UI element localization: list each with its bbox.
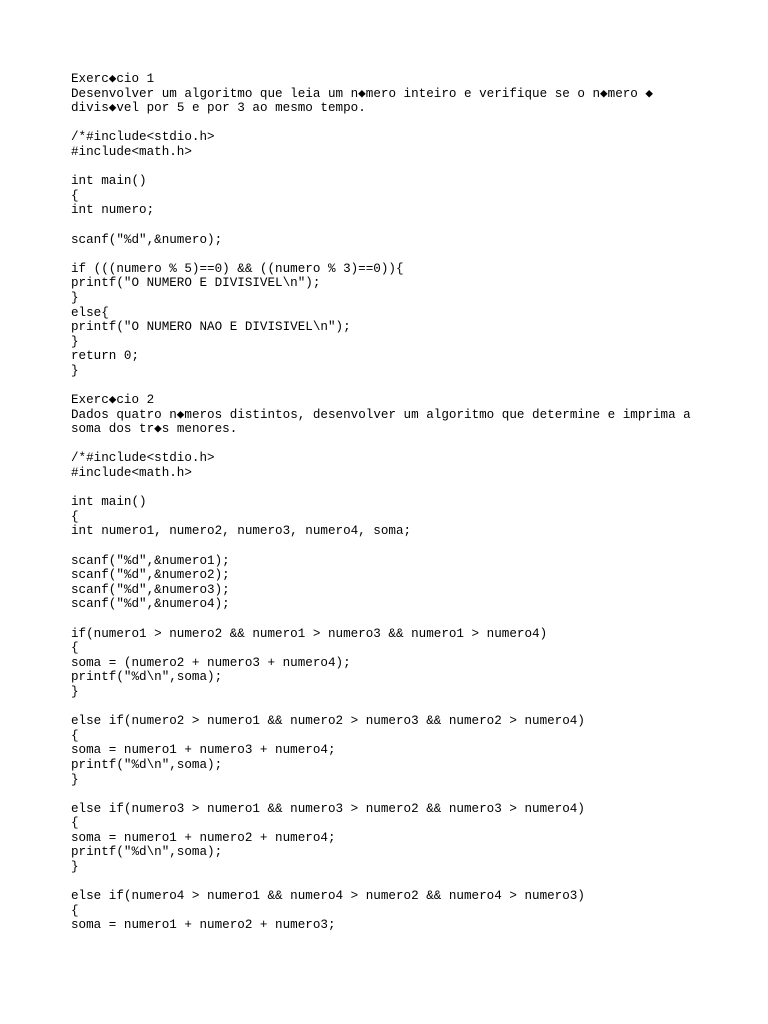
document-line: int numero; bbox=[71, 203, 155, 218]
document-line bbox=[71, 875, 731, 890]
document-line: } bbox=[71, 772, 79, 787]
document-line: { bbox=[71, 641, 79, 656]
document-line: printf("O NUMERO NAO E DIVISIVEL\n"); bbox=[71, 320, 351, 335]
document-line: int main() bbox=[71, 495, 147, 510]
document-line: { bbox=[71, 188, 79, 203]
document-line bbox=[71, 481, 731, 496]
document-line bbox=[71, 116, 731, 131]
document-line: { bbox=[71, 509, 79, 524]
document-line bbox=[71, 378, 731, 393]
document-line bbox=[71, 247, 731, 262]
document-line: scanf("%d",&numero); bbox=[71, 232, 223, 247]
document-line bbox=[71, 218, 731, 233]
document-line bbox=[71, 700, 731, 715]
document-line: return 0; bbox=[71, 349, 140, 364]
document-line: #include<math.h> bbox=[71, 466, 192, 481]
document-line bbox=[71, 160, 731, 175]
document-line: printf("%d\n",soma); bbox=[71, 757, 223, 772]
document-line: { bbox=[71, 903, 79, 918]
document-line: Desenvolver um algoritmo que leia um n◆mero inteiro e verifique se o n◆mero ◆ bbox=[71, 86, 653, 101]
document-line: scanf("%d",&numero4); bbox=[71, 597, 230, 612]
document-line: soma dos tr◆s menores. bbox=[71, 422, 238, 437]
document-line: { bbox=[71, 816, 79, 831]
document-line: printf("%d\n",soma); bbox=[71, 670, 223, 685]
document-line: if (((numero % 5)==0) && ((numero % 3)==0)){ bbox=[71, 261, 404, 276]
document-line: soma = numero1 + numero2 + numero4; bbox=[71, 830, 336, 845]
document-line: { bbox=[71, 728, 79, 743]
document-line: soma = numero1 + numero2 + numero3; bbox=[71, 918, 336, 933]
document-line: int numero1, numero2, numero3, numero4, soma; bbox=[71, 524, 412, 539]
document-line: else if(numero4 > numero1 && numero4 > numero2 && numero4 > numero3) bbox=[71, 889, 585, 904]
document-line bbox=[71, 539, 731, 554]
document-line: scanf("%d",&numero3); bbox=[71, 582, 230, 597]
document-line bbox=[71, 612, 731, 627]
document-line: Exerc◆cio 2 bbox=[71, 393, 155, 408]
document-line: int main() bbox=[71, 174, 147, 189]
document-line: scanf("%d",&numero2); bbox=[71, 568, 230, 583]
document-line: scanf("%d",&numero1); bbox=[71, 553, 230, 568]
document-line: if(numero1 > numero2 && numero1 > numero3 && numero1 > numero4) bbox=[71, 626, 548, 641]
document-line: else{ bbox=[71, 305, 109, 320]
document-line: soma = (numero2 + numero3 + numero4); bbox=[71, 655, 351, 670]
document-line: /*#include<stdio.h> bbox=[71, 451, 215, 466]
document-line: divis◆vel por 5 e por 3 ao mesmo tempo. bbox=[71, 101, 366, 116]
document-line bbox=[71, 437, 731, 452]
document-line: } bbox=[71, 334, 79, 349]
document-line: #include<math.h> bbox=[71, 144, 192, 159]
document-line: printf("O NUMERO E DIVISIVEL\n"); bbox=[71, 276, 321, 291]
document-line: } bbox=[71, 860, 79, 875]
document-line: Dados quatro n◆meros distintos, desenvolver um algoritmo que determine e imprima a bbox=[71, 407, 691, 422]
document-line: else if(numero2 > numero1 && numero2 > numero3 && numero2 > numero4) bbox=[71, 714, 585, 729]
document-page bbox=[71, 72, 731, 933]
document-line: else if(numero3 > numero1 && numero3 > numero2 && numero3 > numero4) bbox=[71, 801, 585, 816]
document-line: printf("%d\n",soma); bbox=[71, 845, 223, 860]
document-line: Exerc◆cio 1 bbox=[71, 72, 155, 86]
document-line: } bbox=[71, 363, 79, 378]
document-line: } bbox=[71, 684, 79, 699]
document-line: } bbox=[71, 290, 79, 305]
document-line: soma = numero1 + numero3 + numero4; bbox=[71, 743, 336, 758]
document-line bbox=[71, 787, 731, 802]
document-line: /*#include<stdio.h> bbox=[71, 130, 215, 145]
